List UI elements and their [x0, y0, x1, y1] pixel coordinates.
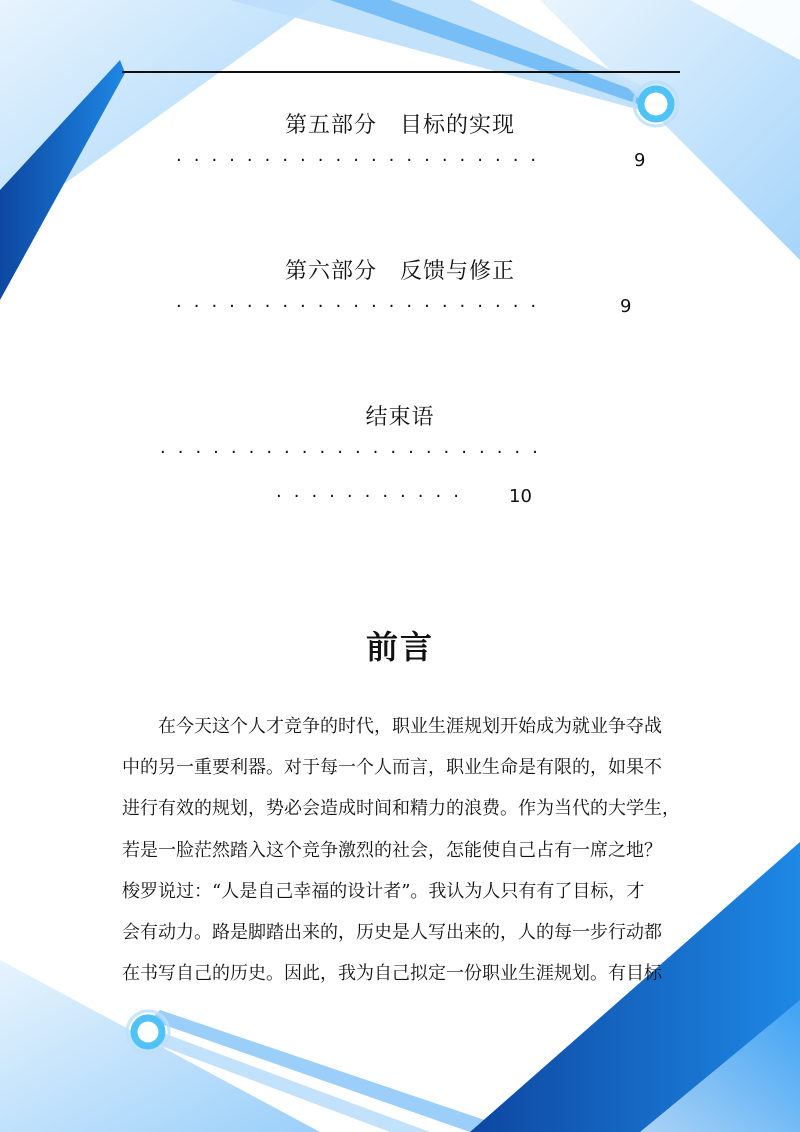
toc-leader-dots: ··········· [276, 486, 471, 507]
paragraph-line: 在书写自己的历史。因此，我为自己拟定一份职业生涯规划。有目标 [122, 963, 662, 985]
toc-leader-dots: ····················· [176, 296, 549, 317]
toc-leader-dots: ······················ [160, 442, 550, 463]
preface-heading: 前言 [365, 628, 434, 666]
toc-entry-title: 结束语 [365, 405, 435, 430]
preface-paragraph [122, 706, 682, 994]
toc-page-number: 9 [634, 150, 646, 171]
paragraph-line: 若是一脸茫然踏入这个竞争激烈的社会，怎能使自己占有一席之地？ [122, 839, 662, 861]
paragraph-line: 进行有效的规划，势必会造成时间和精力的浪费。作为当代的大学生， [122, 798, 680, 820]
toc-leader-dots: ····················· [176, 150, 549, 171]
toc-entry-title: 第五部分 目标的实现 [284, 113, 515, 138]
paragraph-line: 梭罗说过：“人是自己幸福的设计者”。我认为人只有有了目标，才 [122, 880, 645, 902]
toc-page-number: 10 [509, 486, 532, 507]
paragraph-line: 中的另一重要利器。对于每一个人而言，职业生命是有限的，如果不 [122, 757, 662, 779]
toc-page-number: 9 [620, 296, 632, 317]
paragraph-line: 在今天这个人才竞争的时代，职业生涯规划开始成为就业争夺战 [122, 716, 662, 737]
toc-entry-title: 第六部分 反馈与修正 [284, 259, 515, 284]
header-rule [122, 71, 680, 73]
paragraph-line: 会有动力。路是脚踏出来的，历史是人写出来的，人的每一步行动都 [122, 921, 662, 943]
